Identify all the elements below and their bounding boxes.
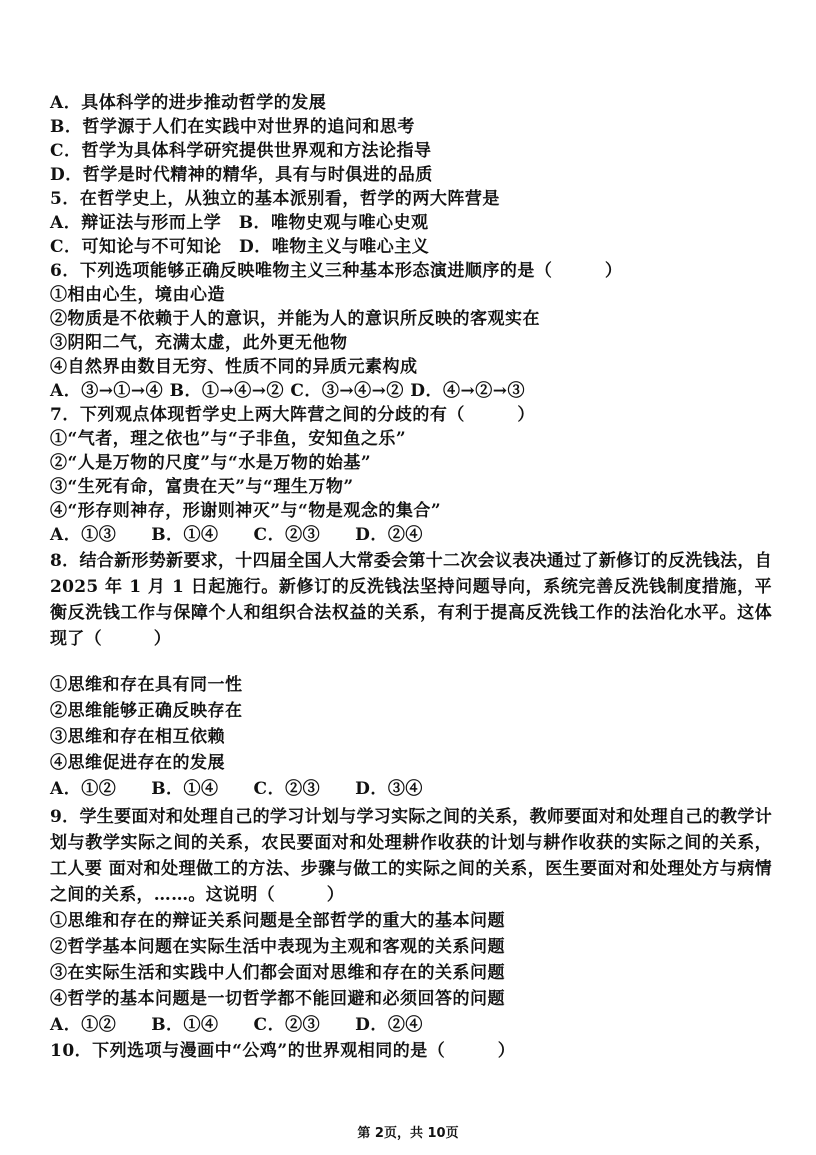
q8-stem: 8．结合新形势新要求，十四届全国人大常委会第十二次会议表决通过了新修订的反洗钱法，自 2025 年 1 月 1 日起施行。新修订的反洗钱法坚持问题导向，系统完善反洗钱制度措施，平衡反洗钱工作与保障个人和组织合法权益的关系，有利于提高反洗钱工作的法治化水平。这体现了（ ） <box>50 551 772 649</box>
q7-options: A．①③ B．①④ C．②③ D．②④ <box>50 525 423 545</box>
q4-option-a: A．具体科学的进步推动哲学的发展 <box>50 93 327 113</box>
q6-item-4: ④自然界由数目无穷、性质不同的异质元素构成 <box>50 357 418 377</box>
q8-item-4: ④思维促进存在的发展 <box>50 753 225 773</box>
q8-options: A．①② B．①④ C．②③ D．③④ <box>50 779 423 799</box>
q7-item-4: ④“形存则神存，形谢则神灭”与“物是观念的集合” <box>50 501 442 521</box>
q9-item-2: ②哲学基本问题在实际生活中表现为主观和客观的关系问题 <box>50 937 505 957</box>
q10-stem: 10．下列选项与漫画中“公鸡”的世界观相同的是（ ） <box>50 1041 516 1061</box>
q6-item-1: ①相由心生，境由心造 <box>50 285 225 305</box>
q6-item-3: ③阴阳二气，充满太虚，此外更无他物 <box>50 333 348 353</box>
q8-item-2: ②思维能够正确反映存在 <box>50 701 243 721</box>
q5-options-cd: C．可知论与不可知论 D．唯物主义与唯心主义 <box>50 237 430 257</box>
q9-stem: 9．学生要面对和处理自己的学习计划与学习实际之间的关系，教师要面对和处理自己的教学计划与教学实际之间的关系，农民要面对和处理耕作收获的计划与耕作收获的实际之间的关系，工人要 面对和处理做工的方法、步骤与做工的实际之间的关系，医生要面对和处理处方与病情之间的关系，……。这说明（ ） <box>50 807 772 905</box>
q9-options: A．①② B．①④ C．②③ D．②④ <box>50 1015 423 1035</box>
q6-item-2: ②物质是不依赖于人的意识，并能为人的意识所反映的客观实在 <box>50 309 540 329</box>
q9-item-3: ③在实际生活和实践中人们都会面对思维和存在的关系问题 <box>50 963 505 983</box>
q9-item-4: ④哲学的基本问题是一切哲学都不能回避和必须回答的问题 <box>50 989 505 1009</box>
q4-option-d: D．哲学是时代精神的精华，具有与时俱进的品质 <box>50 165 433 185</box>
q5-options-ab: A．辩证法与形而上学 B．唯物史观与唯心史观 <box>50 213 429 233</box>
q6-options: A．③→①→④ B．①→④→② C．③→④→② D．④→②→③ <box>50 381 526 401</box>
q4-option-b: B．哲学源于人们在实践中对世界的追问和思考 <box>50 117 415 137</box>
q7-item-3: ③“生死有命，富贵在天”与“理生万物” <box>50 477 354 497</box>
q7-stem: 7．下列观点体现哲学史上两大阵营之间的分歧的有（ ） <box>50 405 535 425</box>
q6-stem: 6．下列选项能够正确反映唯物主义三种基本形态演进顺序的是（ ） <box>50 261 623 281</box>
q7-item-2: ②“人是万物的尺度”与“水是万物的始基” <box>50 453 372 473</box>
q4-option-c: C．哲学为具体科学研究提供世界观和方法论指导 <box>50 141 432 161</box>
q9-item-1: ①思维和存在的辩证关系问题是全部哲学的重大的基本问题 <box>50 911 505 931</box>
q8-item-3: ③思维和存在相互依赖 <box>50 727 225 747</box>
page-number-footer: 第 2页，共 10页 <box>357 1126 459 1141</box>
q7-item-1: ①“气者，理之依也”与“子非鱼，安知鱼之乐” <box>50 429 407 449</box>
q5-stem: 5．在哲学史上，从独立的基本派别看，哲学的两大阵营是 <box>50 189 500 209</box>
q8-item-1: ①思维和存在具有同一性 <box>50 675 243 695</box>
